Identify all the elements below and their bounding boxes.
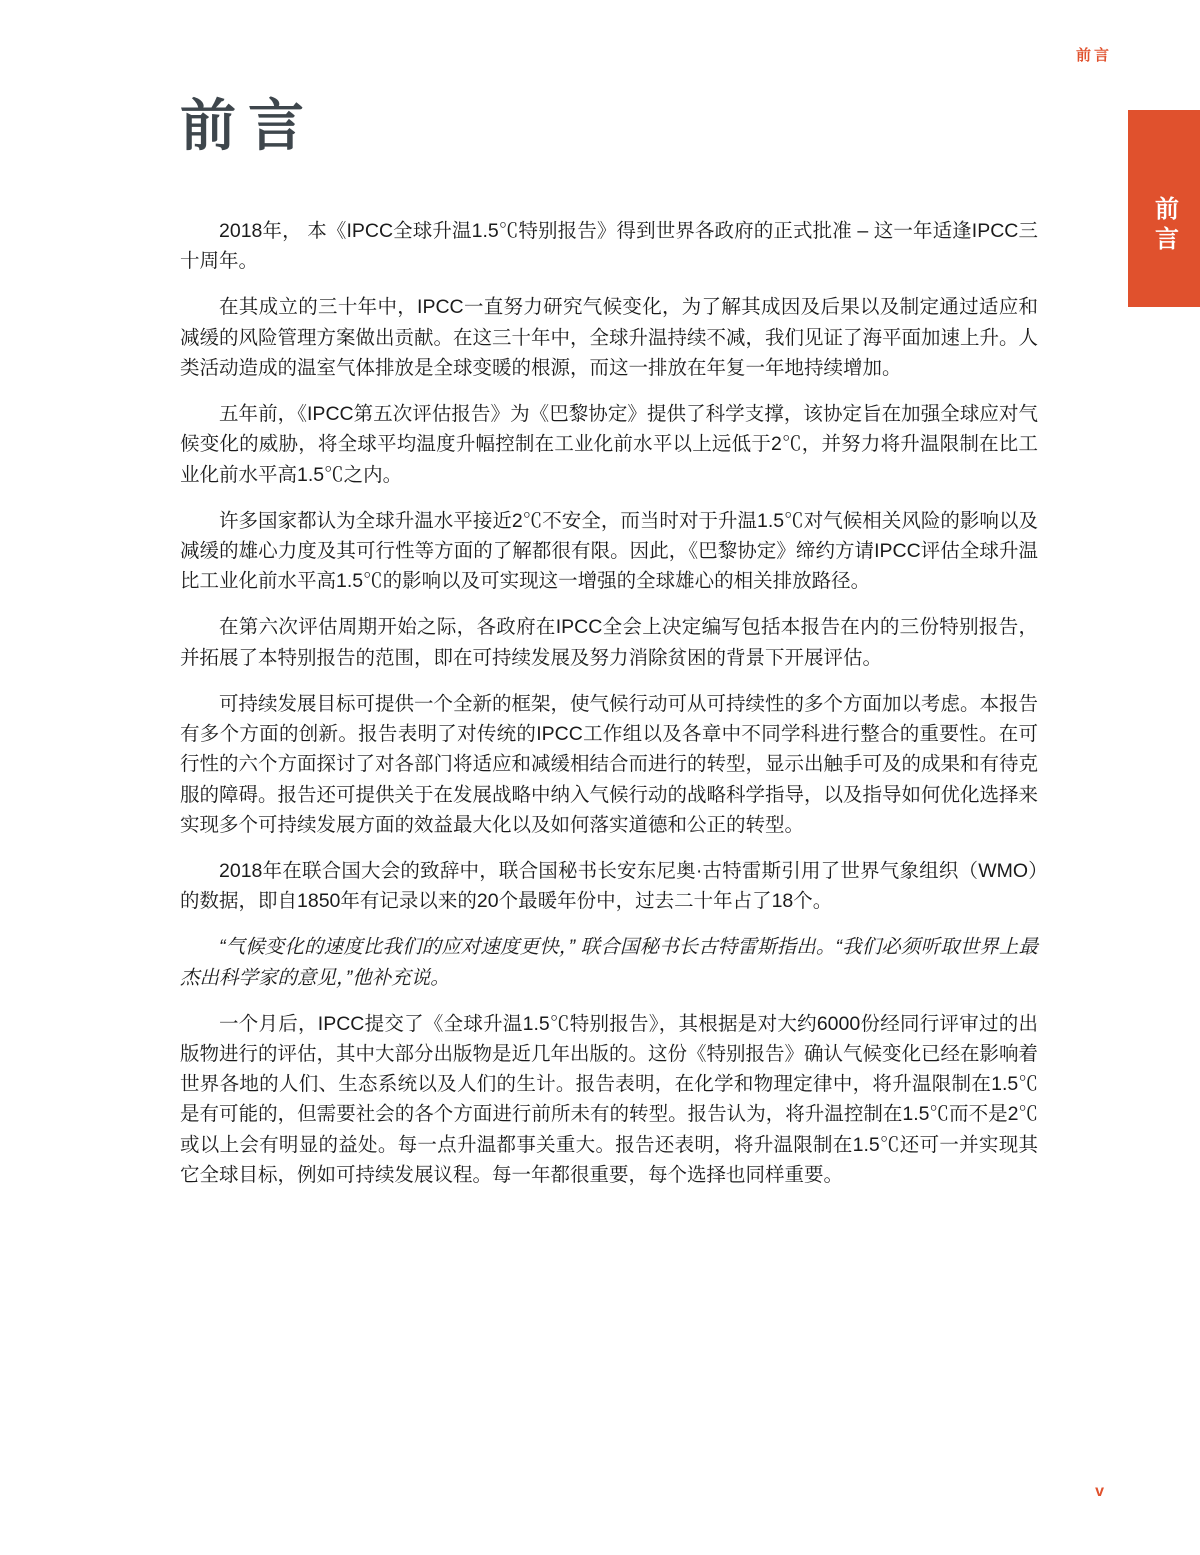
paragraph: 一个月后，IPCC提交了《全球升温1.5℃特别报告》，其根据是对大约6000份经同行评审过的出版物进行的评估，其中大部分出版物是近几年出版的。这份《特别报告》确认气候变化已经在影响着世界各地的人们、生态系统以及人们的生计。报告表明，在化学和物理定律中，将升温限制在1.5℃是有可能的，但需要社会的各个方面进行前所未有的转型。报告认为，将升温控制在1.5℃而不是2℃或以上会有明显的益处。每一点升温都事关重大。报告还表明，将升温限制在1.5℃还可一并实现其它全球目标，例如可持续发展议程。每一年都很重要，每个选择也同样重要。	[180, 1012, 1039, 1186]
paragraph: 2018年， 本《IPCC全球升温1.5℃特别报告》得到世界各政府的正式批准 – 这一年适逢IPCC三十周年。	[180, 220, 1038, 273]
body-text	[180, 216, 1038, 1206]
running-header: 前言	[1075, 47, 1112, 64]
paragraph: 可持续发展目标可提供一个全新的框架，使气候行动可从可持续性的多个方面加以考虑。本报告有多个方面的创新。报告表明了对传统的IPCC工作组以及各章中不同学科进行整合的重要性。在可行性的六个方面探讨了对各部门将适应和减缓相结合而进行的转型，显示出触手可及的成果和有待克服的障碍。报告还可提供关于在发展战略中纳入气候行动的战略科学指导，以及指导如何优化选择来实现多个可持续发展方面的效益最大化以及如何落实道德和公正的转型。	[180, 692, 1039, 836]
page-title: 前言	[180, 94, 316, 157]
paragraph: 在其成立的三十年中，IPCC一直努力研究气候变化，为了解其成因及后果以及制定通过适应和减缓的风险管理方案做出贡献。在这三十年中，全球升温持续不减，我们见证了海平面加速上升。人类活动造成的温室气体排放是全球变暖的根源，而这一排放在年复一年地持续增加。	[180, 296, 1039, 379]
chapter-side-tab	[1128, 110, 1200, 307]
paragraph: 在第六次评估周期开始之际，各政府在IPCC全会上决定编写包括本报告在内的三份特别报告，并拓展了本特别报告的范围，即在可持续发展及努力消除贫困的背景下开展评估。	[180, 616, 1038, 669]
paragraph: 五年前，《IPCC第五次评估报告》为《巴黎协定》提供了科学支撑，该协定旨在加强全球应对气候变化的威胁，将全球平均温度升幅控制在工业化前水平以上远低于2℃，并努力将升温限制在比工业化前水平高1.5℃之内。	[180, 403, 1038, 486]
paragraph: 2018年在联合国大会的致辞中，联合国秘书长安东尼奥·古特雷斯引用了世界气象组织（WMO）的数据，即自1850年有记录以来的20个最暖年份中，过去二十年占了18个。	[180, 859, 1038, 913]
paragraph: 许多国家都认为全球升温水平接近2℃不安全，而当时对于升温1.5℃对气候相关风险的影响以及减缓的雄心力度及其可行性等方面的了解都很有限。因此，《巴黎协定》缔约方请IPCC评估全球升温比工业化前水平高1.5℃的影响以及可实现这一增强的全球雄心的相关排放路径。	[180, 509, 1038, 593]
page-number: v	[1095, 1483, 1104, 1500]
quote-paragraph: “气候变化的速度比我们的应对速度更快，” 联合国秘书长古特雷斯指出。“我们必须听取世界上最杰出科学家的意见，”他补充说。	[180, 936, 1038, 989]
chapter-side-tab-label: 前言	[1150, 195, 1178, 256]
